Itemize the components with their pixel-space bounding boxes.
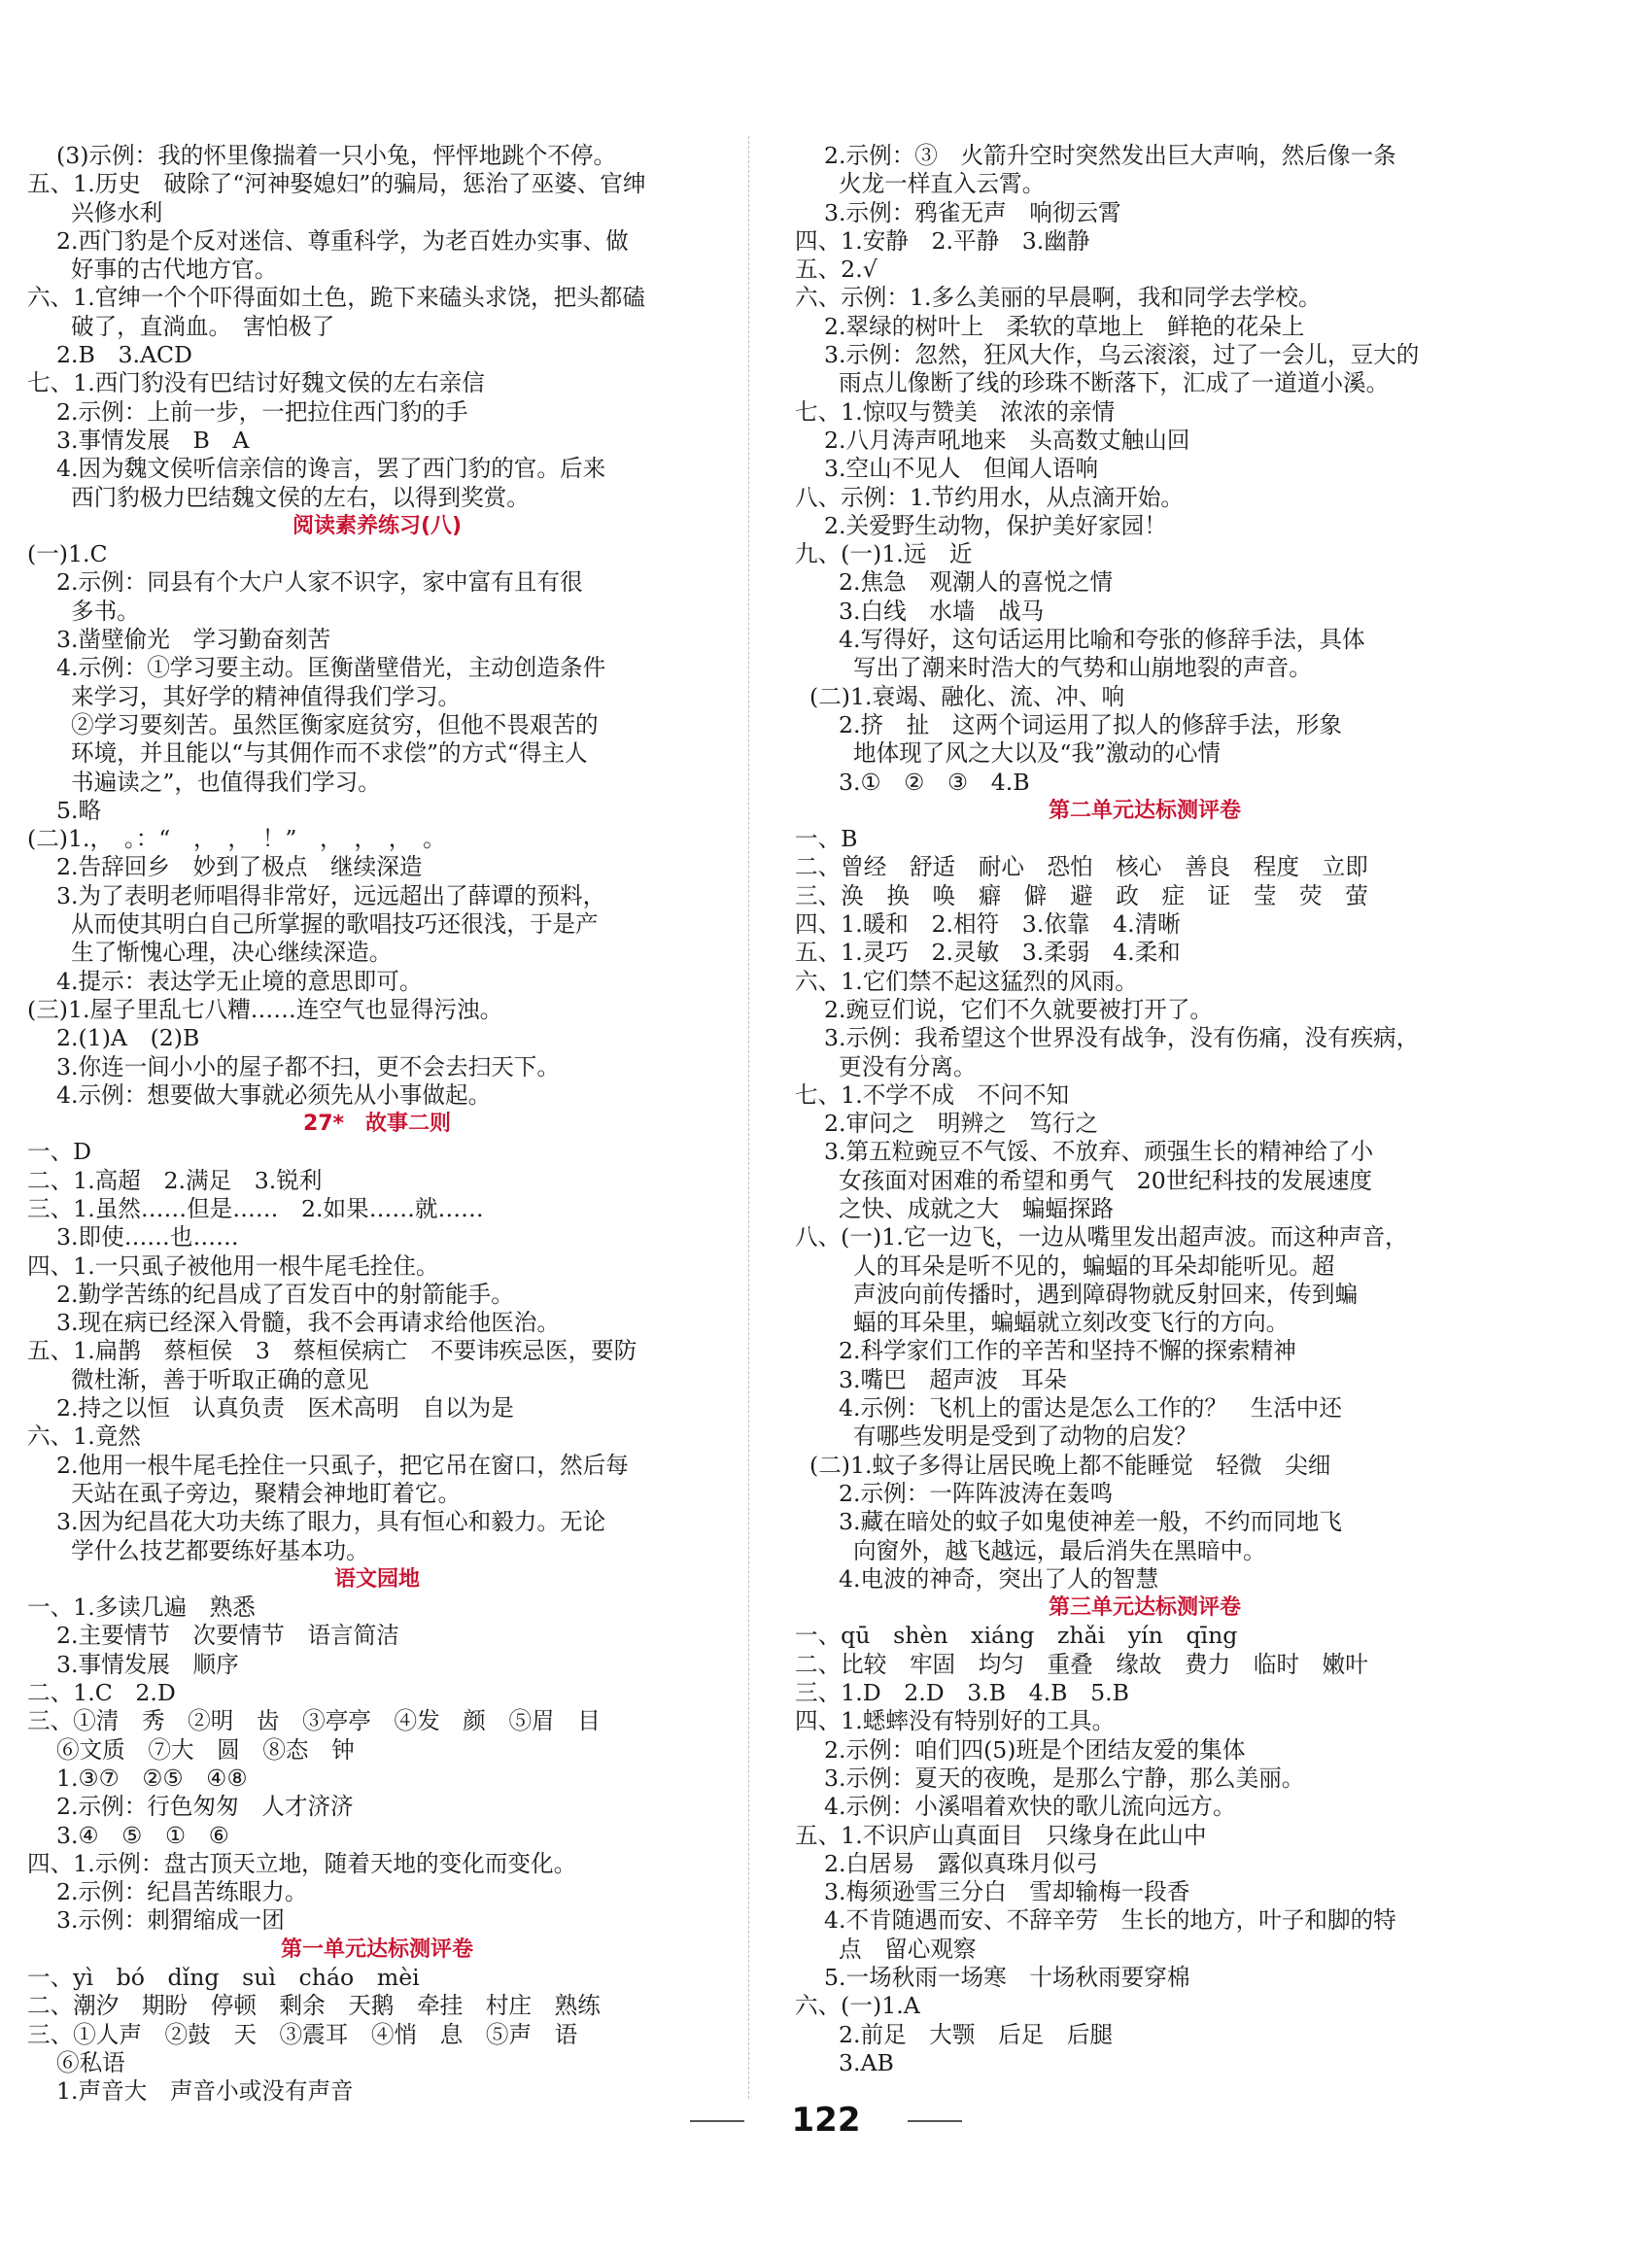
answer-line: 1.声音大 声音小或没有声音 [27,2077,354,2106]
answer-line: 点 留心观察 [795,1935,977,1963]
answer-line: 3.示例：鸦雀无声 响彻云霄 [795,198,1121,226]
answer-line: 3.示例：忽然，狂风大作，乌云滚滚，过了一会儿，豆大的 [795,341,1420,369]
answer-line: 六、1.竟然 [27,1422,141,1451]
answer-line: 三、①人声 ②鼓 天 ③震耳 ④悄 息 ⑤声 语 [27,2020,578,2048]
answer-line: 1.③⑦ ②⑤ ④⑧ [27,1764,248,1792]
answer-line: 三、1.D 2.D 3.B 4.B 5.B [795,1679,1129,1707]
answer-line: 五、1.灵巧 2.灵敏 3.柔弱 4.柔和 [795,939,1181,967]
answer-line: 2.挤 扯 这两个词运用了拟人的修辞手法，形象 [795,710,1342,738]
answer-line: 书遍读之”，也值得我们学习。 [27,768,381,796]
answer-line: 4.示例：想要做大事就必须先从小事做起。 [27,1080,492,1109]
answer-line: 4.写得好，这句话运用比喻和夸张的修辞手法，具体 [795,626,1365,654]
answer-line: 二、比较 牢固 均匀 重叠 缘故 费力 临时 嫩叶 [795,1650,1368,1678]
answer-line: 2.持之以恒 认真负责 医术高明 自以为是 [27,1394,514,1422]
answer-line: 人的耳朵是听不见的，蝙蝠的耳朵却能听见。超 [795,1251,1335,1280]
answer-line: 2.示例：纪昌苦练眼力。 [27,1878,308,1906]
answer-line: 二、潮汐 期盼 停顿 剩余 天鹅 牵挂 村庄 熟练 [27,1992,601,2020]
answer-line: 五、2.√ [795,256,878,284]
answer-line: 二、1.C 2.D [27,1679,176,1707]
answer-line: 三、1.虽然……但是…… 2.如果……就…… [27,1194,484,1222]
answer-line: 3.即使……也…… [27,1223,239,1251]
answer-line: 生了惭愧心理，决心继续深造。 [27,939,393,967]
answer-line: 3.示例：刺猬缩成一团 [27,1906,285,1935]
answer-line: 3.白线 水墙 战马 [795,597,1045,625]
answer-line: 女孩面对困难的希望和勇气 20世纪科技的发展速度 [795,1166,1373,1194]
answer-line: 二、1.高超 2.满足 3.锐利 [27,1166,323,1194]
answer-line: 一、yì bó dǐng suì cháo mèi [27,1964,420,1991]
left-answer-column [27,142,727,2106]
answer-line: 六、(一)1.A [795,1992,920,2020]
answer-line: 四、1.安静 2.平静 3.幽静 [795,226,1090,255]
answer-line: 3.凿壁偷光 学习勤奋刻苦 [27,626,331,654]
answer-line: 六、示例：1.多么美丽的早晨啊，我和同学去学校。 [795,284,1322,312]
answer-line: 兴修水利 [27,198,163,226]
answer-line: 一、qū shèn xiáng zhǎi yín qīng [795,1622,1238,1650]
answer-line: 2.前足 大颚 后足 后腿 [795,2020,1114,2048]
answer-line: 3.示例：夏天的夜晚，是那么宁静，那么美丽。 [795,1764,1305,1792]
answer-line: 2.关爱野生动物，保护美好家园！ [795,511,1167,539]
answer-line: (三)1.屋子里乱七八糟……连空气也显得污浊。 [27,995,503,1023]
answer-line: 2.豌豆们说，它们不久就要被打开了。 [795,995,1214,1023]
answer-line: 2.示例：咱们四(5)班是个团结友爱的集体 [795,1735,1246,1764]
answer-line: 四、1.一只虱子被他用一根牛尾毛拴住。 [27,1251,439,1280]
answer-line: 3.第五粒豌豆不气馁、不放弃、顽强生长的精神给了小 [795,1138,1374,1166]
answer-line: 有哪些发明是受到了动物的启发？ [795,1422,1197,1451]
answer-line: 2.他用一根牛尾毛拴住一只虱子，把它吊在窗口，然后每 [27,1451,629,1479]
answer-line: 2.示例：行色匆匆 人才济济 [27,1793,354,1821]
answer-line: 3.空山不见人 但闻人语响 [795,455,1099,483]
answer-line: 写出了潮来时浩大的气势和山崩地裂的声音。 [795,654,1312,682]
answer-line: 3.① ② ③ 4.B [795,768,1030,796]
answer-line: 二、曾经 舒适 耐心 恐怕 核心 善良 程度 立即 [795,853,1368,881]
section-heading: 语文园地 [333,1566,420,1592]
answer-line: 破了，直淌血。 害怕极了 [27,312,335,340]
answer-line: (二)1.， 。：“ ， ， ！” ， ， ， 。 [27,825,446,853]
answer-line: 三、涣 换 唤 癖 僻 避 政 症 证 莹 荧 萤 [795,881,1368,909]
answer-line: 火龙一样直入云霄。 [795,170,1046,198]
answer-line: 2.示例：③ 火箭升空时突然发出巨大声响，然后像一条 [795,142,1396,169]
answer-line: 微杜渐，善于听取正确的意见 [27,1365,369,1393]
answer-line: ②学习要刻苦。虽然匡衡家庭贫穷，但他不畏艰苦的 [27,710,599,738]
answer-line: 五、1.扁鹊 蔡桓侯 3 蔡桓侯病亡 不要讳疾忌医，要防 [27,1337,637,1365]
answer-line: 一、B [795,825,858,853]
answer-line: 从而使其明白自己所掌握的歌唱技巧还很浅，于是产 [27,910,599,939]
answer-line: 4.电波的神奇，突出了人的智慧 [795,1564,1159,1593]
answer-line: 2.(1)A (2)B [27,1024,200,1052]
answer-line: 3.为了表明老师唱得非常好，远远超出了薛谭的预料， [27,881,606,909]
answer-line: 3.藏在暗处的蚊子如鬼使神差一般，不约而同地飞 [795,1508,1342,1536]
answer-line: 4.示例：小溪唱着欢快的歌儿流向远方。 [795,1793,1236,1821]
answer-line: 多书。 [27,597,140,625]
right-answer-column [795,142,1495,2077]
answer-line: 一、D [27,1138,92,1166]
answer-line: 蝠的耳朵里，蝙蝠就立刻改变飞行的方向。 [795,1309,1290,1337]
answer-line: 九、(一)1.远 近 [795,540,973,568]
answer-line: 2.示例：同县有个大户人家不识字，家中富有且有很 [27,568,583,597]
answer-line: 2.翠绿的树叶上 柔软的草地上 鲜艳的花朵上 [795,312,1305,340]
answer-line: 七、1.惊叹与赞美 浓浓的亲情 [795,397,1116,426]
section-heading: 27* 故事二则 [302,1112,452,1137]
answer-line: 2.八月涛声吼地来 头高数丈触山回 [795,426,1190,454]
answer-line: ⑥文质 ⑦大 圆 ⑧态 钟 [27,1735,355,1764]
column-divider [748,136,749,2099]
answer-line: 天站在虱子旁边，聚精会神地盯着它。 [27,1479,462,1507]
answer-line: 4.不肯随遇而安、不辞辛劳 生长的地方，叶子和脚的特 [795,1906,1396,1935]
answer-line: 4.提示：表达学无止境的意思即可。 [27,967,423,995]
answer-line: (3)示例：我的怀里像揣着一只小兔，怦怦地跳个不停。 [27,142,617,169]
answer-line: (二)1.衰竭、融化、流、冲、响 [795,682,1125,710]
answer-line: 2.审问之 明辨之 笃行之 [795,1110,1099,1138]
answer-line: 4.示例：①学习要主动。匡衡凿壁借光，主动创造条件 [27,654,606,682]
answer-line: (一)1.C [27,540,108,568]
answer-line: 5.略 [27,796,102,824]
page-number: 122 [791,2101,861,2140]
answer-line: 3.因为纪昌花大功夫练了眼力，具有恒心和毅力。无论 [27,1508,606,1536]
answer-line: 七、1.不学不成 不问不知 [795,1080,1070,1109]
answer-line: ⑥私语 [27,2048,125,2076]
answer-line: 2.焦急 观潮人的喜悦之情 [795,568,1114,597]
answer-line: 五、1.不识庐山真面目 只缘身在此山中 [795,1821,1207,1849]
answer-line: 三、①清 秀 ②明 齿 ③亭亭 ④发 颜 ⑤眉 目 [27,1707,601,1735]
answer-line: 2.告辞回乡 妙到了极点 继续深造 [27,853,423,881]
section-heading: 第一单元达标测评卷 [280,1936,473,1962]
answer-line: 4.因为魏文侯听信亲信的谗言，罢了西门豹的官。后来 [27,455,606,483]
answer-line: 3.梅须逊雪三分白 雪却输梅一段香 [795,1878,1190,1906]
answer-line: 八、(一)1.它一边飞，一边从嘴里发出超声波。而这种声音， [795,1223,1408,1251]
answer-line: 3.事情发展 B A [27,426,250,454]
page-number-rule-right [908,2120,962,2122]
answer-line: 四、1.暖和 2.相符 3.依靠 4.清晰 [795,910,1181,939]
section-heading: 阅读素养练习(八) [292,513,463,538]
answer-line: 4.示例：飞机上的雷达是怎么工作的？ 生活中还 [795,1394,1342,1422]
section-heading: 第二单元达标测评卷 [1048,798,1241,823]
answer-line: 六、1.它们禁不起这猛烈的风雨。 [795,967,1138,995]
answer-line: 2.白居易 露似真珠月似弓 [795,1849,1099,1877]
answer-line: 2.西门豹是个反对迷信、尊重科学，为老百姓办实事、做 [27,226,629,255]
answer-line: 3.事情发展 顺序 [27,1650,239,1678]
answer-line: 来学习，其好学的精神值得我们学习。 [27,682,462,710]
answer-line: 八、示例：1.节约用水，从点滴开始。 [795,483,1185,511]
answer-line: 地体现了风之大以及“我”激动的心情 [795,739,1222,768]
answer-line: 2.主要情节 次要情节 语言简洁 [27,1622,399,1650]
answer-line: 2.示例：上前一步，一把拉住西门豹的手 [27,397,468,426]
answer-line: 2.B 3.ACD [27,341,192,369]
answer-line: 一、1.多读几遍 熟悉 [27,1594,256,1622]
answer-line: 学什么技艺都要练好基本功。 [27,1536,369,1564]
answer-line: 3.嘴巴 超声波 耳朵 [795,1365,1067,1393]
answer-line: 2.科学家们工作的辛苦和坚持不懈的探索精神 [795,1337,1296,1365]
section-heading: 第三单元达标测评卷 [1048,1595,1241,1621]
answer-line: 五、1.历史 破除了“河神娶媳妇”的骗局，惩治了巫婆、官绅 [27,170,646,198]
answer-line: 3.示例：我希望这个世界没有战争，没有伤痛，没有疾病， [795,1024,1420,1052]
answer-line: 环境，并且能以“与其佣作而不求偿”的方式“得主人 [27,739,588,768]
answer-line: 5.一场秋雨一场寒 十场秋雨要穿棉 [795,1964,1190,1991]
answer-line: 好事的古代地方官。 [27,256,278,284]
answer-line: 之快、成就之大 蝙蝠探路 [795,1194,1115,1222]
answer-line: 声波向前传播时，遇到障碍物就反射回来，传到蝙 [795,1280,1359,1308]
answer-line: 七、1.西门豹没有巴结讨好魏文侯的左右亲信 [27,369,485,397]
answer-line: (二)1.蚊子多得让居民晚上都不能睡觉 轻微 尖细 [795,1451,1331,1479]
answer-line: 2.示例：一阵阵波涛在轰鸣 [795,1479,1114,1507]
answer-line: 六、1.官绅一个个吓得面如土色，跪下来磕头求饶，把头都磕 [27,284,645,312]
answer-line: 西门豹极力巴结魏文侯的左右，以得到奖赏。 [27,483,530,511]
answer-line: 更没有分离。 [795,1052,977,1080]
answer-line: 雨点儿像断了线的珍珠不断落下，汇成了一道道小溪。 [795,369,1390,397]
answer-line: 四、1.示例：盘古顶天立地，随着天地的变化而变化。 [27,1849,577,1877]
answer-line: 3.④ ⑤ ① ⑥ [27,1821,229,1849]
answer-line: 向窗外，越飞越远，最后消失在黑暗中。 [795,1536,1266,1564]
answer-line: 3.现在病已经深入骨髓，我不会再请求给他医治。 [27,1309,560,1337]
answer-line: 3.你连一间小小的屋子都不扫，更不会去扫天下。 [27,1052,560,1080]
answer-line: 3.AB [795,2048,894,2076]
answer-line: 四、1.蟋蟀没有特别好的工具。 [795,1707,1116,1735]
answer-line: 2.勤学苦练的纪昌成了百发百中的射箭能手。 [27,1280,514,1308]
